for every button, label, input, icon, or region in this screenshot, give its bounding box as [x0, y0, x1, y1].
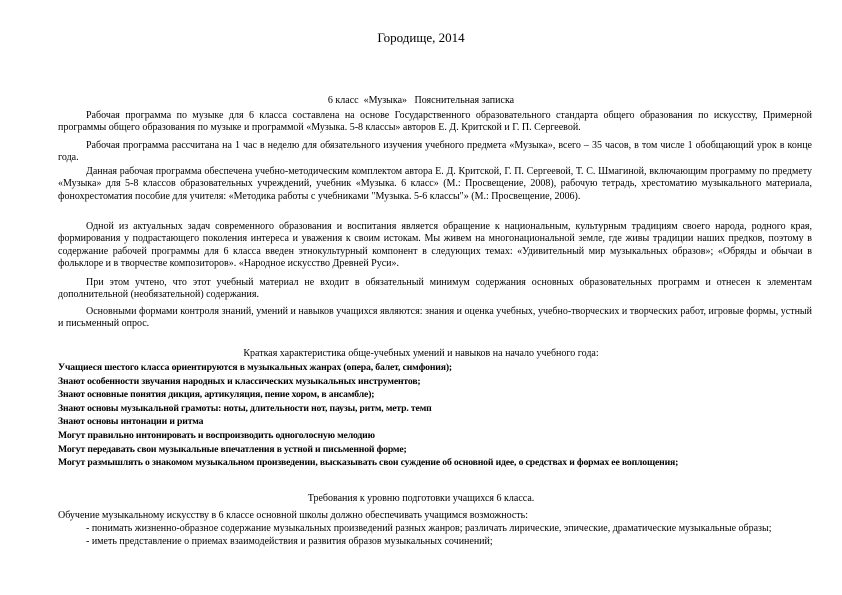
requirements-heading: Требования к уровню подготовки учащихся 6 класса.: [307, 493, 535, 504]
requirements-list: [58, 523, 812, 549]
skill-item: Могут правильно интонировать и воспроизводить одноголосную мелодию: [58, 429, 375, 441]
paragraph: Данная рабочая программа обеспечена учебно-методическим комплектом автора Е. Д. Критской, Г. П. Сергеевой, Т. С. Шмагиной, включающим программу по предмету «Музыка» для 5-8 классов образовательных учреждений, учебник «Музыка. 6 класс» (М.: Просвещение, 2008), рабочую тетрадь, хрестоматию музыкального материала, фонохрестоматия пособие для учителя: «Методика работы с учебниками "Музыка. 5-6 классы"» (М.: Просвещение, 2006).: [58, 166, 812, 202]
skill-item: Знают основные понятия дикция, артикуляция, пение хором, в ансамбле);: [58, 389, 375, 401]
paragraph: Одной из актуальных задач современного образования и воспитания является обращение к национальным, культурным традициям своего народа, родного края, формирования у подрастающего поколения интереса и уважения к своим истокам. Мы живем на многонациональной земле, где живы традиции наших предков, поэтому в содержание рабочей программы для 6 класса введен этнокультурный компонент в следующих темах: «Удивительный мир музыкальных образов»; «Обряды и обычаи в фольклоре и в творчестве композиторов». «Народное искусство Древней Руси».: [58, 221, 812, 270]
skill-item: Могут размышлять о знакомом музыкальном произведении, высказывать свои суждение об основной идее, о средствах и формах ее воплощения;: [58, 457, 679, 469]
note-heading: 6 класс «Музыка» Пояснительная записка: [327, 95, 515, 106]
skills-list: [58, 361, 818, 470]
skill-item: Знают основы музыкальной грамоты: ноты, длительности нот, паузы, ритм, метр. темп: [58, 402, 432, 414]
skill-item: Знают особенности звучания народных и классических музыкальных инструментов;: [58, 375, 421, 387]
skill-item: Могут передавать свои музыкальные впечатления в устной и письменной форме;: [58, 443, 407, 455]
page-title: Городище, 2014: [377, 30, 465, 45]
skills-heading: Краткая характеристика обще-учебных умений и навыков на начало учебного года:: [243, 348, 599, 359]
skill-item: Учащиеся шестого класса ориентируются в музыкальных жанрах (опера, балет, симфония);: [58, 362, 452, 373]
paragraph: Рабочая программа рассчитана на 1 час в неделю для обязательного изучения учебного предмета «Музыка», всего – 35 часов, в том числе 1 обобщающий урок в конце года.: [58, 140, 812, 164]
requirements-intro: Обучение музыкальному искусству в 6 классе основной школы должно обеспечивать учащимся возможность:: [58, 510, 528, 521]
paragraph: При этом учтено, что этот учебный материал не входит в обязательный минимум содержания основных образовательных программ и отнесен к элементам дополнительной (необязательной) содержания.: [58, 277, 812, 301]
skill-item: Знают основы интонации и ритма: [58, 416, 204, 428]
paragraph: Рабочая программа по музыке для 6 класса составлена на основе Государственного образовательного стандарта общего образования по искусству, Примерной программы общего образования по музыке и программой «Музыка. 5-8 классы» авторов Е. Д. Критской и Г. П. Сергеевой.: [58, 110, 812, 134]
requirement-item: - иметь представление о приемах взаимодействия и развития образов музыкальных сочинений;: [86, 536, 493, 548]
requirement-item: - понимать жизненно-образное содержание музыкальных произведений разных жанров; различать лирические, эпические, драматические музыкальные образы;: [86, 523, 772, 534]
paragraph: Основными формами контроля знаний, умений и навыков учащихся являются: знания и оценка учебных, учебно-творческих и творческих работ, игровые формы, устный и письменный опрос.: [58, 306, 812, 330]
